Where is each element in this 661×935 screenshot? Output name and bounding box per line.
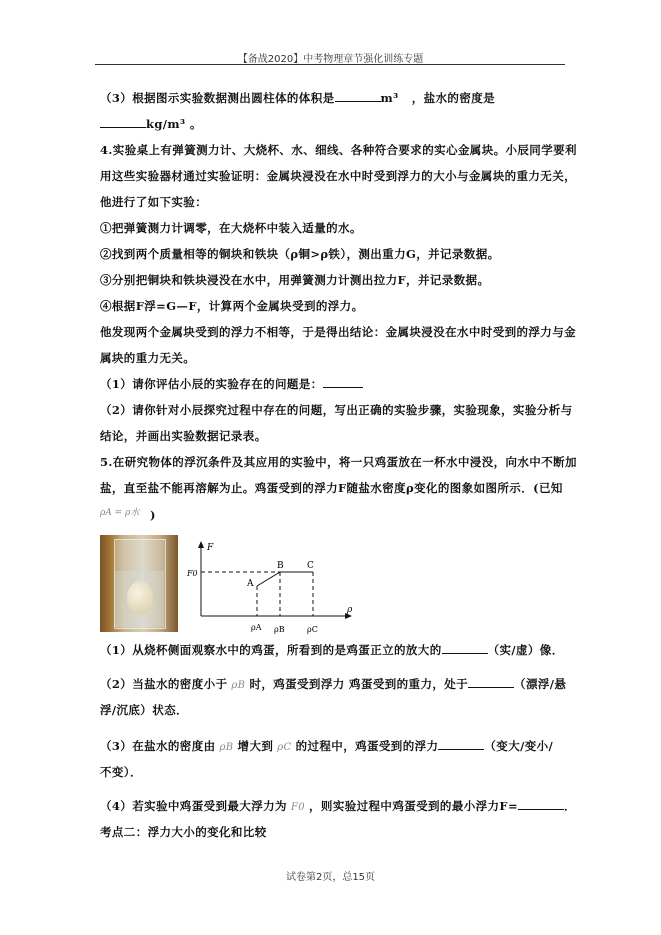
rho-c-symbol: ρC xyxy=(277,742,292,753)
answer-blank[interactable] xyxy=(100,117,146,128)
q5-sub2: （2）当盐水的密度小于 ρB 时，鸡蛋受到浮力 鸡蛋受到的重力，处于 （漂浮/悬 xyxy=(100,677,567,691)
q4-sub1: （1）请你评估小辰的实验存在的问题是： xyxy=(100,376,363,392)
q4-step: ④根据F浮=G—F，计算两个金属块受到的浮力。 xyxy=(100,299,364,313)
f0-symbol: F0 xyxy=(290,802,306,813)
q4-text: 他发现两个金属块受到的浮力不相等，于是得出结论：金属块浸没在水中时受到的浮力与金 xyxy=(100,325,576,339)
rho-a-label: ρA xyxy=(251,623,262,632)
q3-line: （3）根据图示实验数据测出圆柱体的体积是 m³ ，盐水的密度是 xyxy=(100,91,496,105)
page-header: 【备战2020】中考物理章节强化训练专题 xyxy=(237,54,424,65)
q4-text: 属块的重力无关。 xyxy=(100,351,196,365)
answer-blank[interactable] xyxy=(442,643,488,654)
q4-step: ①把弹簧测力计调零，在大烧杯中装入适量的水。 xyxy=(100,221,362,235)
q5-sub2: 浮/沉底）状态． xyxy=(100,703,188,717)
answer-blank[interactable] xyxy=(468,677,514,688)
closing-paren: ) xyxy=(150,508,156,522)
egg xyxy=(127,581,153,615)
answer-blank[interactable] xyxy=(518,799,564,810)
section-heading: 考点二：浮力大小的变化和比较 xyxy=(100,825,267,839)
point-b-label: B xyxy=(277,561,284,571)
q4-text: 用这些实验器材通过实验证明：金属块浸没在水中时受到浮力的大小与金属块的重力无关， xyxy=(100,169,576,183)
formula-rho-a-equals-rho-water: ρA = ρ水 xyxy=(100,508,140,518)
q4-text: 4.实验桌上有弹簧测力计、大烧杯、水、细线、各种符合要求的实心金属块。小辰同学要利 xyxy=(100,143,577,157)
q5-sub4: （4）若实验中鸡蛋受到最大浮力为 F0 ，则实验过程中鸡蛋受到的最小浮力F= ． xyxy=(100,799,576,813)
page-footer: 试卷第2页，总15页 xyxy=(285,872,376,883)
q5-sub1: （1）从烧杯侧面观察水中的鸡蛋，所看到的是鸡蛋正立的放大的 （实/虚）像． xyxy=(100,643,564,657)
q4-sub2: （2）请你针对小辰探究过程中存在的问题，写出正确的实验步骤，实验现象，实验分析与 xyxy=(100,403,573,417)
point-c-label: C xyxy=(307,561,314,571)
q5-sub3: 不变）． xyxy=(100,765,142,779)
answer-blank[interactable] xyxy=(438,739,484,750)
x-axis-label: ρ xyxy=(347,605,353,615)
header-divider xyxy=(95,64,565,65)
egg-in-glass-photo xyxy=(100,535,178,632)
f0-label: F0 xyxy=(187,569,198,578)
q4-step: ②找到两个质量相等的铜块和铁块（ρ铜>ρ铁），测出重力G，并记录数据。 xyxy=(100,247,500,261)
answer-blank[interactable] xyxy=(323,377,363,388)
q3-line-2: kg/m³ 。 xyxy=(100,116,202,132)
rho-b-label: ρB xyxy=(274,625,285,634)
q5-sub3: （3）在盐水的密度由 ρB 增大到 ρC 的过程中，鸡蛋受到的浮力 （变大/变小/ xyxy=(100,739,554,753)
answer-blank[interactable] xyxy=(335,91,381,102)
y-axis-label: F xyxy=(207,543,214,553)
q4-text: 他进行了如下实验： xyxy=(100,195,208,209)
point-a-label: A xyxy=(247,579,254,589)
rho-b-symbol: ρB xyxy=(231,680,246,691)
buoyancy-graph xyxy=(185,538,365,638)
rho-c-label: ρC xyxy=(307,625,318,634)
q5-text: 盐，直至盐不能再溶解为止。鸡蛋受到的浮力F随盐水密度ρ变化的图象如图所示．(已知 xyxy=(100,481,563,495)
q5-text: 5.在研究物体的浮沉条件及其应用的实验中，将一只鸡蛋放在一杯水中浸没，向水中不断加 xyxy=(100,455,577,469)
q4-sub2: 结论，并画出实验数据记录表。 xyxy=(100,429,267,443)
rho-b-symbol: ρB xyxy=(219,742,234,753)
q4-step: ③分别把铜块和铁块浸没在水中，用弹簧测力计测出拉力F，并记录数据。 xyxy=(100,273,490,287)
